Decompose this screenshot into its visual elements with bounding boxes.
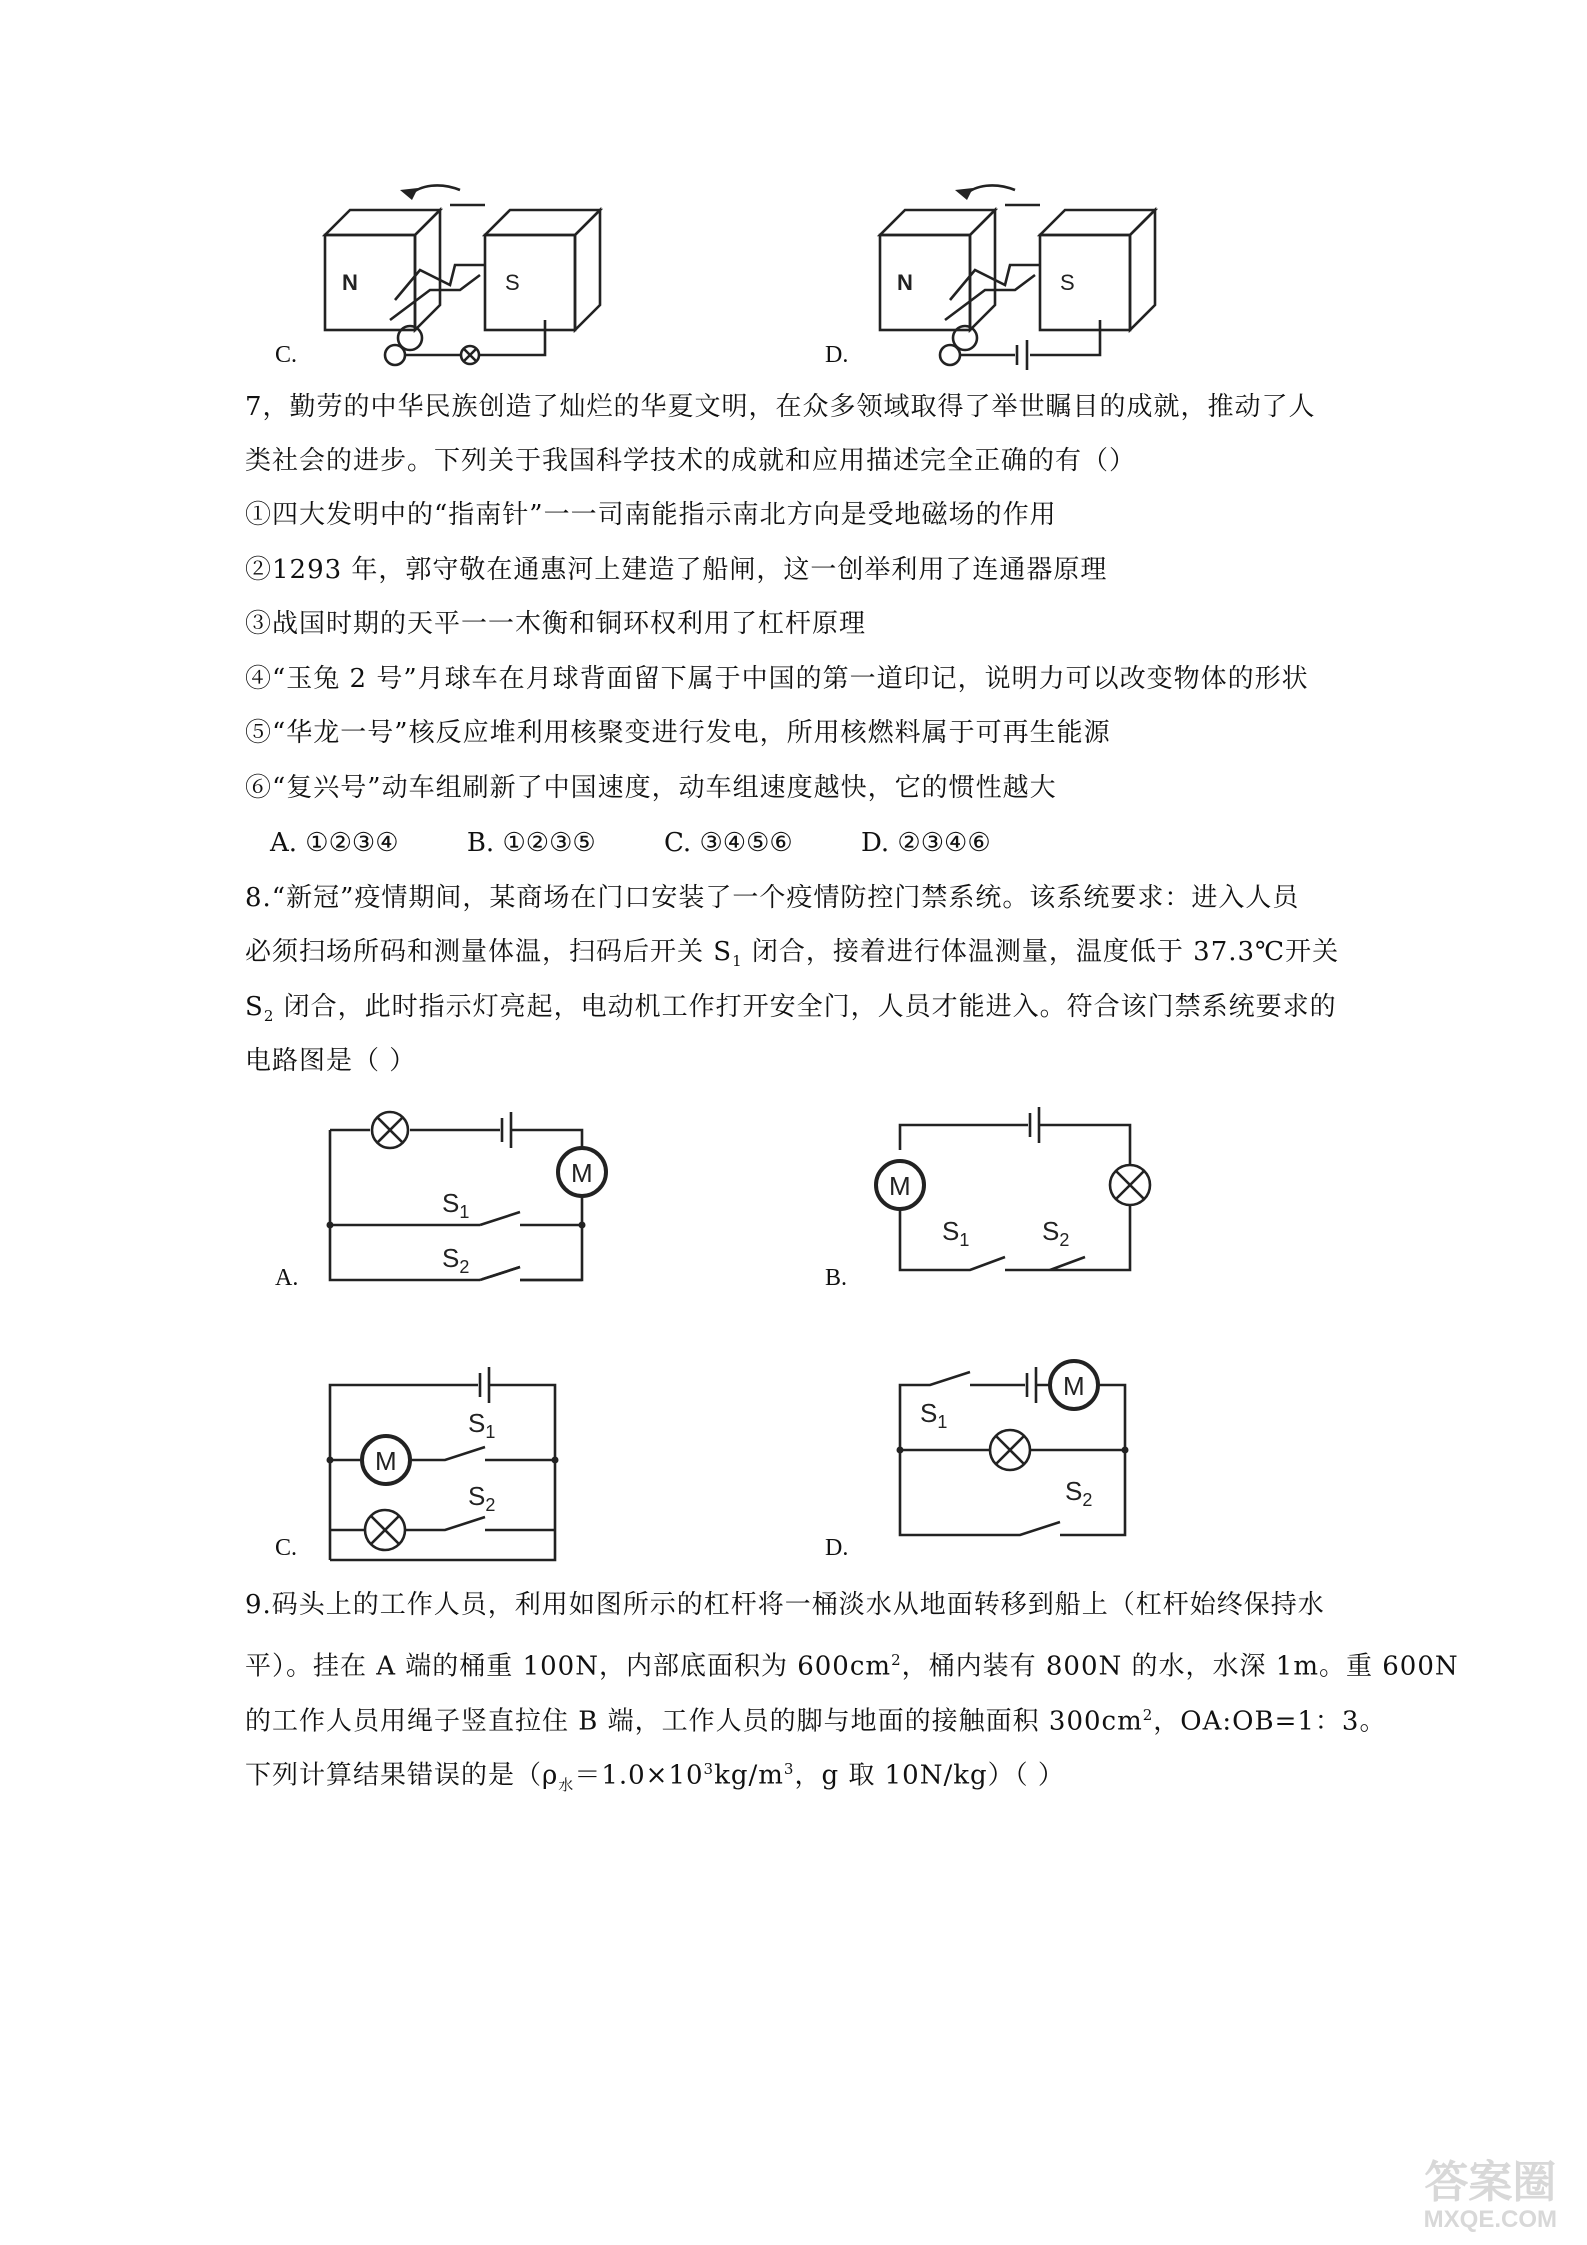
circuit-option-b [870, 1100, 1170, 1300]
circuit-option-d [890, 1370, 1190, 1570]
s2-label-d: $S_2$ [1065, 1476, 1093, 1510]
q8-line4: 电路图是（ ） [245, 1046, 417, 1076]
figure-option-c [300, 190, 620, 390]
q7-choices [270, 828, 1051, 858]
q9-line4: 下列计算结果错误的是（$\rho_水=1.0\times 10^3kg/m^3$，g 取 10N/kg）（ ） [245, 1760, 1065, 1794]
option-b-label: B. [825, 1265, 848, 1291]
s2-label-a: $S_2$ [442, 1243, 470, 1277]
q7-item-6: ⑥“复兴号”动车组刷新了中国速度，动车组速度越快，它的惯性越大 [245, 773, 1057, 803]
q7-choice-d[interactable]: D. ②③④⑥ [860, 828, 991, 858]
watermark-logo-text: 答案圈 [1424, 2158, 1557, 2207]
circuit-option-c [320, 1370, 620, 1570]
q8-line3: $S_2$ 闭合，此时指示灯亮起，电动机工作打开安全门，人员才能进入。符合该门禁系统要求的 [245, 992, 1337, 1026]
s-pole-label-d: S [1060, 270, 1075, 295]
n-pole-label-c: N [342, 270, 358, 295]
n-pole-label-d: N [897, 270, 913, 295]
s1-label-d: $S_1$ [920, 1398, 948, 1432]
option-c-label: C. [275, 1535, 298, 1561]
q7-item-4: ④“玉兔 2 号”月球车在月球背面留下属于中国的第一道印记，说明力可以改变物体的形状 [245, 664, 1309, 694]
q7-choice-c[interactable]: C. ③④⑤⑥ [663, 828, 793, 858]
q7-item-3: ③战国时期的天平一一木衡和铜环权利用了杠杆原理 [245, 609, 867, 639]
figure-option-d [855, 190, 1175, 390]
q8-line2: 必须扫场所码和测量体温，扫码后开关 $S_1$ 闭合，接着进行体温测量，温度低于 37.3℃开关 [245, 937, 1340, 971]
q7-item-1: ①四大发明中的“指南针”一一司南能指示南北方向是受地磁场的作用 [245, 500, 1057, 530]
q7-item-5: ⑤“华龙一号”核反应堆利用核聚变进行发电，所用核燃料属于可再生能源 [245, 718, 1111, 748]
s2-label-b: $S_2$ [1042, 1216, 1070, 1250]
q9-line1: 9.码头上的工作人员，利用如图所示的杠杆将一桶淡水从地面转移到船上（杠杆始终保持水 [245, 1590, 1325, 1620]
q7-choice-a[interactable]: A. ①②③④ [270, 828, 399, 858]
option-d-label-top: D. [825, 342, 849, 368]
option-a-label: A. [275, 1265, 299, 1291]
watermark-url: MXQE.COM [1423, 2206, 1557, 2233]
q7-line2: 类社会的进步。下列关于我国科学技术的成就和应用描述完全正确的有（） [245, 446, 1137, 476]
option-d-label: D. [825, 1535, 849, 1561]
s1-label-b: $S_1$ [942, 1216, 970, 1250]
circuit-option-a [320, 1100, 620, 1300]
s1-label-c: $S_1$ [468, 1408, 496, 1442]
q7-choice-b[interactable]: B. ①②③⑤ [466, 828, 596, 858]
q9-line3: 的工作人员用绳子竖直拉住 B 端，工作人员的脚与地面的接触面积 $300cm^2$，OA:OB=1：3。 [245, 1706, 1387, 1737]
option-c-label-top: C. [275, 342, 298, 368]
q8-line1: 8.“新冠”疫情期间，某商场在门口安装了一个疫情防控门禁系统。该系统要求：进入人员 [245, 883, 1300, 913]
motor-label-b: M [889, 1171, 911, 1201]
motor-label-a: M [571, 1158, 593, 1188]
motor-label-c: M [375, 1446, 397, 1476]
s-pole-label-c: S [505, 270, 520, 295]
s2-label-c: $S_2$ [468, 1481, 496, 1515]
motor-label-d: M [1063, 1371, 1085, 1401]
s1-label-a: $S_1$ [442, 1188, 470, 1222]
q7-line1: 7，勤劳的中华民族创造了灿烂的华夏文明，在众多领域取得了举世瞩目的成就，推动了人 [245, 392, 1316, 422]
q9-line2: 平）。挂在 A 端的桶重 100N，内部底面积为 $600cm^2$，桶内装有 800N 的水，水深 1m。重 600N [245, 1651, 1459, 1682]
watermark [1424, 2159, 1557, 2233]
q7-item-2: ②1293 年，郭守敬在通惠河上建造了船闸，这一创举利用了连通器原理 [245, 555, 1108, 585]
